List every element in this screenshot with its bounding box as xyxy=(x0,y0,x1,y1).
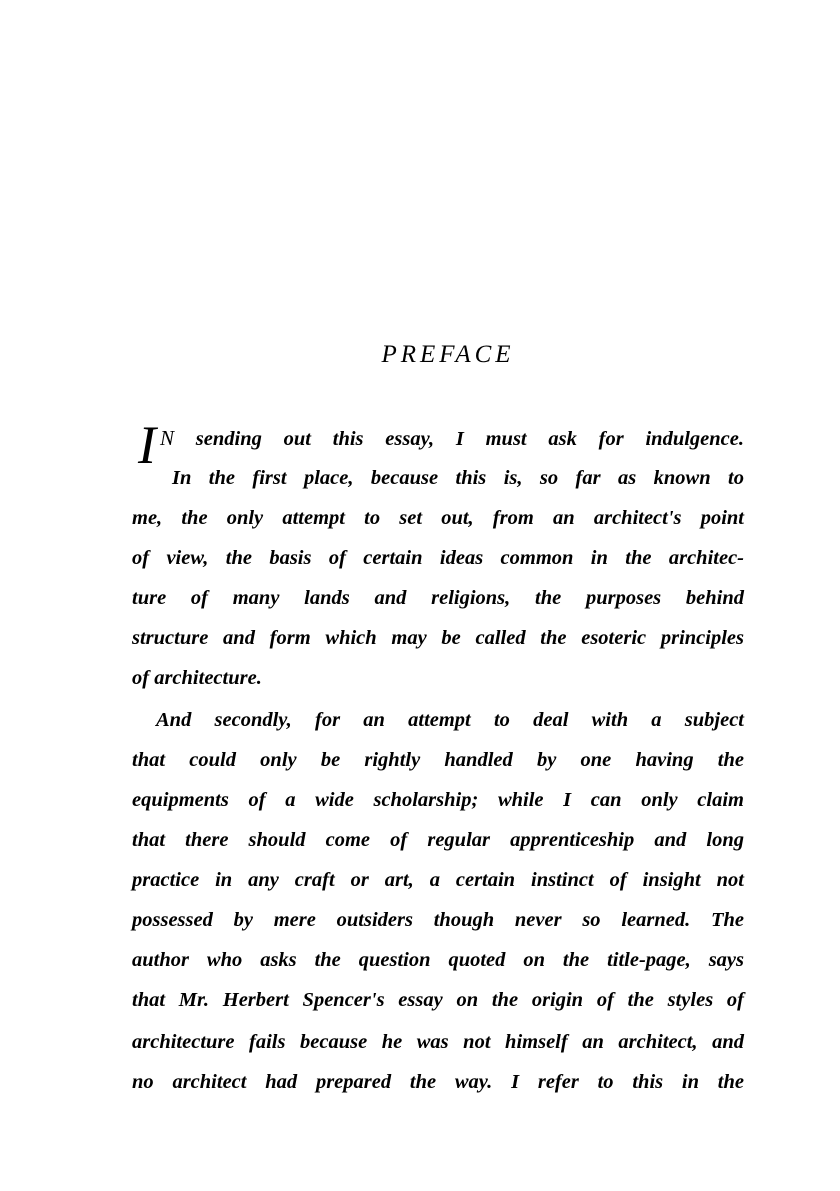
text-line: me, the only attempt to set out, from an architect's point xyxy=(132,507,744,529)
text-line: of view, the basis of certain ideas common in the architec- xyxy=(132,547,744,569)
text-line: structure and form which may be called the esoteric principles xyxy=(132,627,744,649)
text-line: that there should come of regular apprenticeship and long xyxy=(132,829,744,851)
text-line: And secondly, for an attempt to deal with a subject xyxy=(156,709,744,731)
text-line: ture of many lands and religions, the purposes behind xyxy=(132,587,744,609)
page-title: PREFACE xyxy=(381,341,515,368)
text-line: equipments of a wide scholarship; while I can only claim xyxy=(132,789,744,811)
drop-cap: I xyxy=(138,415,156,475)
text-line: no architect had prepared the way. I refer to this in the xyxy=(132,1071,744,1093)
first-line xyxy=(160,418,744,458)
text-line: possessed by mere outsiders though never so learned. The xyxy=(132,909,744,931)
text-line: In the first place, because this is, so far as known to xyxy=(172,467,744,489)
first-line-caps: N xyxy=(160,426,175,450)
text-line: that could only be rightly handled by one having the xyxy=(132,749,744,771)
text-line: that Mr. Herbert Spencer's essay on the origin of the styles of xyxy=(132,989,744,1011)
first-line-text: sending out this essay, I must ask for indulgence. xyxy=(195,428,744,450)
text-line: practice in any craft or art, a certain instinct of insight not xyxy=(132,869,744,891)
text-line: architecture fails because he was not himself an architect, and xyxy=(132,1031,744,1053)
text-line: of architecture. xyxy=(132,667,262,689)
text-line: author who asks the question quoted on the title-page, says xyxy=(132,949,744,971)
